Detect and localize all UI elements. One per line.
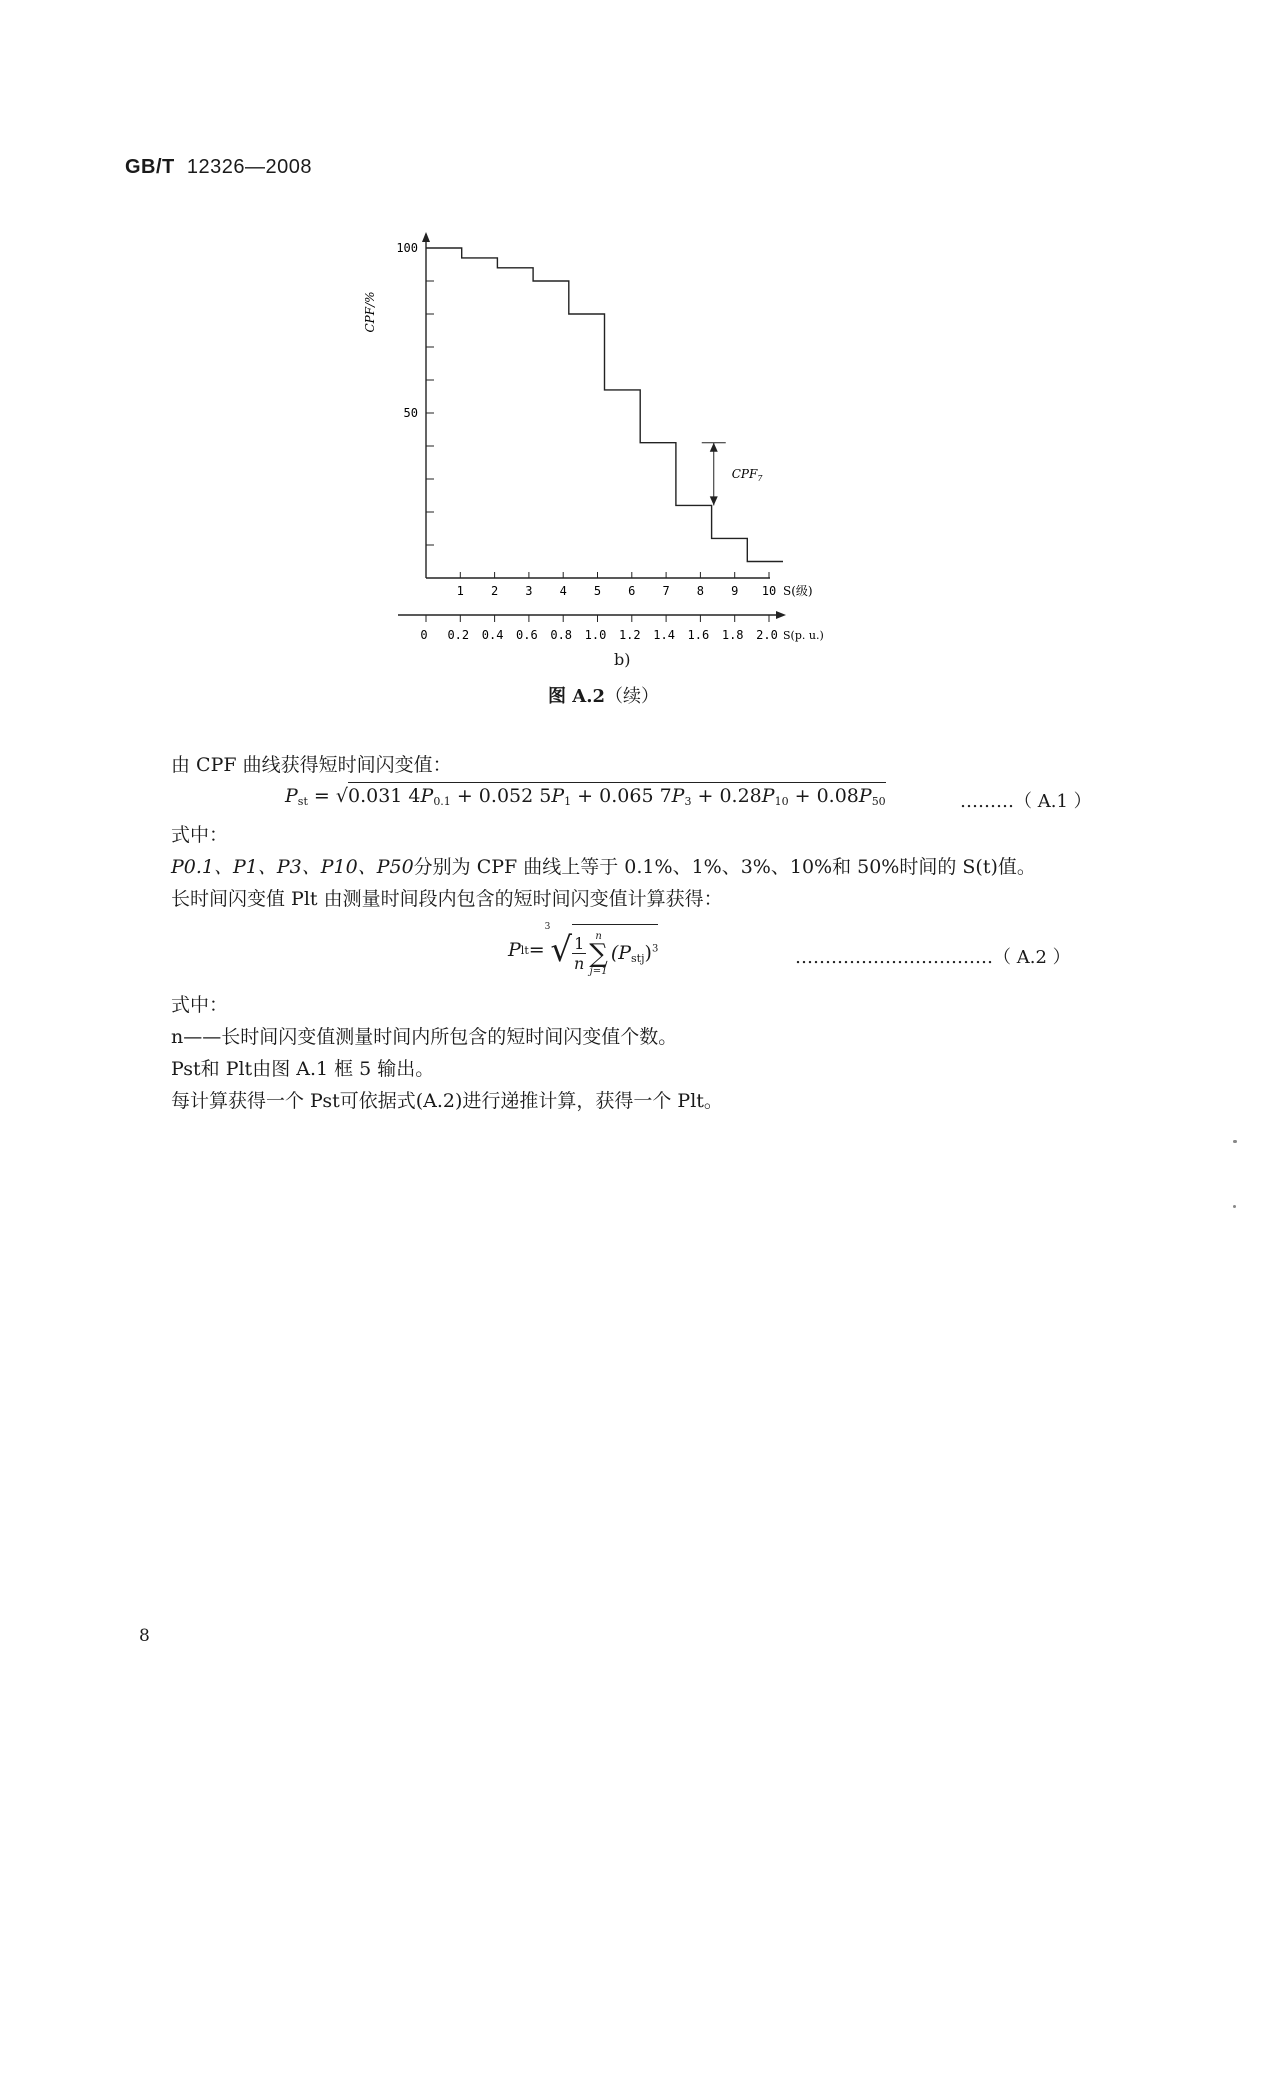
eq1-term-2: P bbox=[551, 785, 565, 807]
eq2-lhs: P bbox=[508, 939, 521, 961]
eq2-frac-den: n bbox=[574, 954, 585, 973]
sum-icon: n ∑ j=1 bbox=[589, 930, 608, 977]
eq1-term-1-sub: 0.1 bbox=[433, 795, 451, 808]
intro-line: 由 CPF 曲线获得短时间闪变值： bbox=[171, 754, 452, 776]
eq2-term-main: (P bbox=[610, 942, 632, 964]
recursion-line: 每计算获得一个 Pst可依据式(A.2)进行递推计算，获得一个 Plt。 bbox=[171, 1090, 723, 1112]
page-number: 8 bbox=[139, 1626, 150, 1646]
y-tick-label: 100 bbox=[396, 241, 418, 255]
scan-speck bbox=[1233, 1140, 1237, 1143]
equation-a2-number: ……………………………（ A.2 ） bbox=[795, 947, 1071, 968]
figure-title-suffix: （续） bbox=[605, 686, 660, 707]
pu-tick-label: 1.6 bbox=[687, 628, 710, 642]
eq1-coef-5: + 0.08 bbox=[788, 785, 859, 807]
eq1-lhs-sub: st bbox=[297, 795, 308, 808]
eq2-term-sup: 3 bbox=[651, 943, 659, 955]
cpf-step-line bbox=[426, 248, 783, 562]
eq2-radicand bbox=[572, 924, 658, 977]
pu-tick-label: 0.2 bbox=[447, 628, 470, 642]
cpf-chart bbox=[360, 222, 880, 642]
eq2-sum-bottom: j=1 bbox=[589, 965, 608, 977]
chart-root bbox=[363, 232, 824, 642]
pu-tick-label: 1.4 bbox=[653, 628, 675, 642]
cube-root-icon: √ bbox=[550, 930, 573, 970]
eq1-coef-1: 0.031 4 bbox=[347, 785, 421, 807]
eq1-term-3: P bbox=[671, 785, 685, 807]
eq2-equals: = bbox=[528, 939, 545, 961]
where-label-1: 式中： bbox=[171, 824, 229, 846]
annotation-label: $CPF_7$ bbox=[731, 467, 763, 484]
sqrt-icon: √ bbox=[335, 785, 348, 807]
pu-tick-label: 0.6 bbox=[516, 628, 538, 642]
figure-title-main: 图 A.2 bbox=[548, 686, 606, 707]
desc1-vars: P0.1、P1、P3、P10、P50 bbox=[171, 856, 414, 878]
x-tick-label: 8 bbox=[696, 584, 705, 598]
pu-tick-label: 1.0 bbox=[584, 628, 607, 642]
eq2-term-close: ) bbox=[644, 942, 652, 964]
x-tick-label: 9 bbox=[731, 584, 739, 598]
figure-title bbox=[548, 682, 659, 708]
scan-speck bbox=[1233, 1205, 1236, 1208]
eq1-coef-2: + 0.052 5 bbox=[450, 785, 552, 807]
y-axis-label: CPF/% bbox=[363, 291, 377, 333]
eq2-fraction bbox=[572, 934, 586, 973]
desc1-rest: 分别为 CPF 曲线上等于 0.1%、1%、3%、10%和 50%时间的 S(t)值。 bbox=[413, 856, 1036, 878]
eq2-term bbox=[611, 942, 658, 965]
eq1-term-3-sub: 3 bbox=[684, 795, 692, 808]
long-term-line: 长时间闪变值 Plt 由测量时间段内包含的短时间闪变值计算获得： bbox=[171, 888, 723, 910]
eq1-lhs: P bbox=[285, 785, 298, 807]
x-tick-label: 6 bbox=[628, 584, 636, 598]
eq1-coef-3: + 0.065 7 bbox=[571, 785, 672, 807]
pu-tick-label: 0.8 bbox=[550, 628, 573, 642]
pu-tick-label: 1.2 bbox=[618, 628, 641, 642]
eq2-lhs-sub: lt bbox=[520, 943, 529, 957]
eq2-root-index: 3 bbox=[544, 922, 551, 932]
annotation-arrow-down-icon bbox=[710, 496, 718, 505]
standard-number: 12326—2008 bbox=[186, 156, 313, 178]
where-label-2: 式中： bbox=[171, 994, 229, 1016]
pu-axis-arrow-icon bbox=[776, 611, 786, 619]
x-tick-label: 4 bbox=[559, 584, 567, 598]
n-definition: n——长时间闪变值测量时间内所包含的短时间闪变值个数。 bbox=[171, 1026, 678, 1048]
figure-subcaption: b) bbox=[614, 650, 631, 669]
pu-tick-label: 1.8 bbox=[721, 628, 744, 642]
pu-tick-label: 2.0 bbox=[756, 628, 778, 642]
eq1-equals: = bbox=[307, 785, 336, 807]
annotation-arrow-up-icon bbox=[710, 443, 718, 452]
equation-a2 bbox=[508, 920, 658, 980]
equation-a1 bbox=[285, 785, 886, 808]
eq1-term-5: P bbox=[858, 785, 872, 807]
eq1-radicand bbox=[348, 782, 886, 807]
x-tick-label: 2 bbox=[490, 584, 499, 598]
y-tick-label: 50 bbox=[403, 406, 418, 420]
x-tick-label: 5 bbox=[593, 584, 602, 598]
eq1-term-4: P bbox=[761, 785, 775, 807]
eq2-term-sub: stj bbox=[631, 952, 645, 965]
eq1-term-4-sub: 10 bbox=[774, 795, 789, 808]
document-header bbox=[125, 156, 312, 179]
eq2-sum-top: n bbox=[595, 930, 602, 942]
desc1-line bbox=[171, 852, 1036, 879]
pu-axis-label: S(p. u.) bbox=[783, 629, 824, 642]
x-tick-label: 10 bbox=[761, 584, 777, 598]
pu-tick-label: 0.4 bbox=[481, 628, 504, 642]
eq1-term-5-sub: 50 bbox=[871, 795, 886, 808]
x-tick-label: 1 bbox=[456, 584, 464, 598]
eq1-term-1: P bbox=[420, 785, 434, 807]
y-axis-arrow-icon bbox=[422, 232, 430, 242]
x-axis-label: S(级) bbox=[783, 584, 813, 598]
eq1-term-2-sub: 1 bbox=[564, 795, 572, 808]
eq2-frac-num: 1 bbox=[574, 934, 585, 953]
x-tick-label: 3 bbox=[525, 584, 533, 598]
pu-tick-label: 0 bbox=[420, 628, 428, 642]
standard-code: GB/T bbox=[125, 156, 175, 178]
equation-a1-number: ………（ A.1 ） bbox=[960, 791, 1092, 812]
x-tick-label: 7 bbox=[662, 584, 670, 598]
output-line: Pst和 Plt由图 A.1 框 5 输出。 bbox=[171, 1058, 435, 1080]
eq1-coef-4: + 0.28 bbox=[691, 785, 762, 807]
